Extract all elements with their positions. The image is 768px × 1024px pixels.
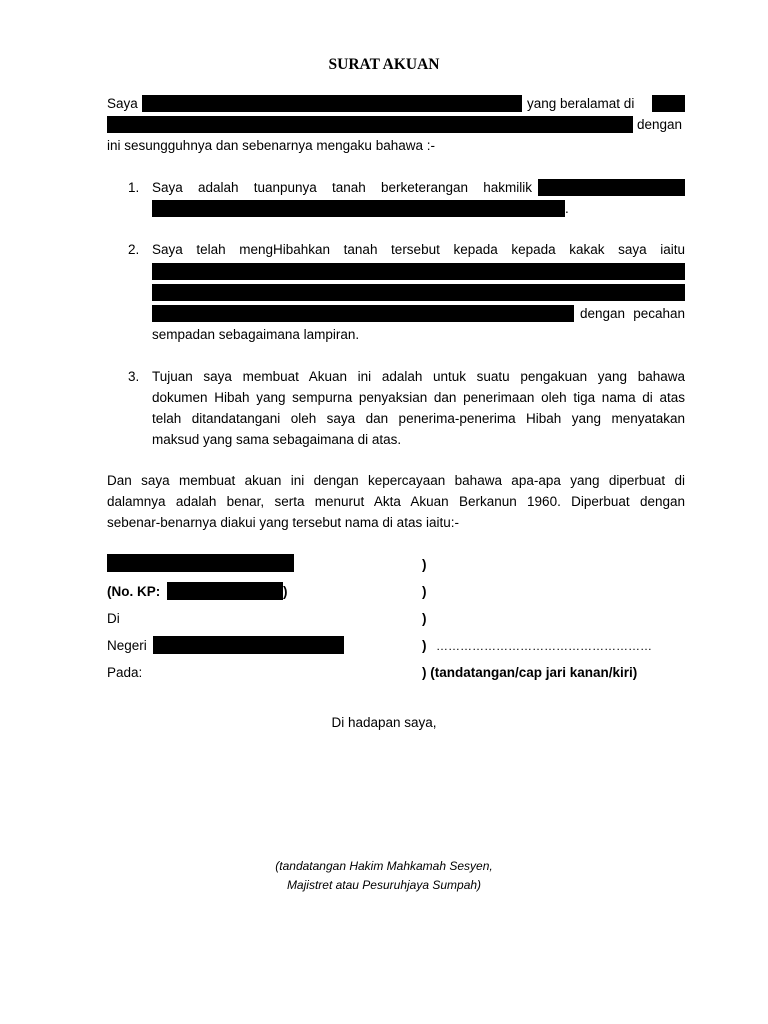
redacted-title-detail <box>152 200 565 217</box>
paren: ) <box>422 638 427 653</box>
redacted-name <box>142 95 522 112</box>
redacted-title-no <box>538 179 685 196</box>
paren: ) <box>422 557 427 572</box>
item-text: Saya telah mengHibahkan tanah tersebut kepada kepada kakak saya iaitu <box>152 242 685 257</box>
item-number: 1. <box>128 180 140 195</box>
item-text: Tujuan saya membuat Akuan ini adalah untuk suatu pengakuan yang bahawa <box>152 369 685 384</box>
item-text: Saya adalah tuanpunya tanah berketerangan hakmilik <box>152 180 532 195</box>
document-title: SURAT AKUAN <box>328 56 440 73</box>
paren: ) <box>422 611 427 626</box>
closing-text: dalamnya adalah benar, serta menurut Akta Akuan Berkanun 1960. Diperbuat dengan <box>107 494 685 509</box>
redacted-state <box>153 636 344 654</box>
item-text: dengan pecahan <box>580 306 685 321</box>
closing-text: Dan saya membuat akuan ini dengan kepercayaan bahawa apa-apa yang diperbuat di <box>107 473 685 488</box>
item-text: maksud yang sama sebagaimana di atas. <box>152 432 402 447</box>
witness-note: (tandatangan Hakim Mahkamah Sesyen, <box>275 859 493 873</box>
intro-yang-beralamat: yang beralamat di <box>527 96 635 111</box>
item-end-period: . <box>565 201 569 216</box>
redacted-id-number <box>167 582 283 600</box>
redacted-recipient-3 <box>152 305 574 322</box>
item-text: telah ditandatangani oleh saya dan penerima-penerima Hibah yang menyatakan <box>152 411 685 426</box>
redacted-recipient-1 <box>152 263 685 280</box>
intro-line2: ini sesungguhnya dan sebenarnya mengaku bahawa :- <box>107 138 435 153</box>
redacted-address <box>107 116 633 133</box>
redacted-recipient-2 <box>152 284 685 301</box>
witness-note: Majistret atau Pesuruhjaya Sumpah) <box>286 878 482 892</box>
intro-dengan: dengan <box>637 117 683 132</box>
negeri-label: Negeri <box>107 638 147 653</box>
di-label: Di <box>107 611 120 626</box>
sign-note: ) (tandatangan/cap jari kanan/kiri) <box>422 665 638 680</box>
intro-saya: Saya <box>107 96 138 111</box>
no-kp-label: (No. KP: <box>107 584 161 599</box>
redacted-signer-name <box>107 554 294 572</box>
paren: ) <box>422 584 427 599</box>
no-kp-close: ) <box>283 584 288 599</box>
item-text: sempadan sebagaimana lampiran. <box>152 327 360 342</box>
closing-text: sebenar-benarnya diakui yang tersebut nama di atas iaitu:- <box>107 515 459 530</box>
pada-label: Pada: <box>107 665 143 680</box>
before-me-text: Di hadapan saya, <box>331 715 437 730</box>
redacted-address-start <box>652 95 685 112</box>
signature-line: ……………………………………………… <box>436 639 652 653</box>
item-number: 3. <box>128 369 140 384</box>
item-text: dokumen Hibah yang sempurna penyaksian dan penerimaan oleh tiga nama di atas <box>152 390 685 405</box>
item-number: 2. <box>128 242 140 257</box>
